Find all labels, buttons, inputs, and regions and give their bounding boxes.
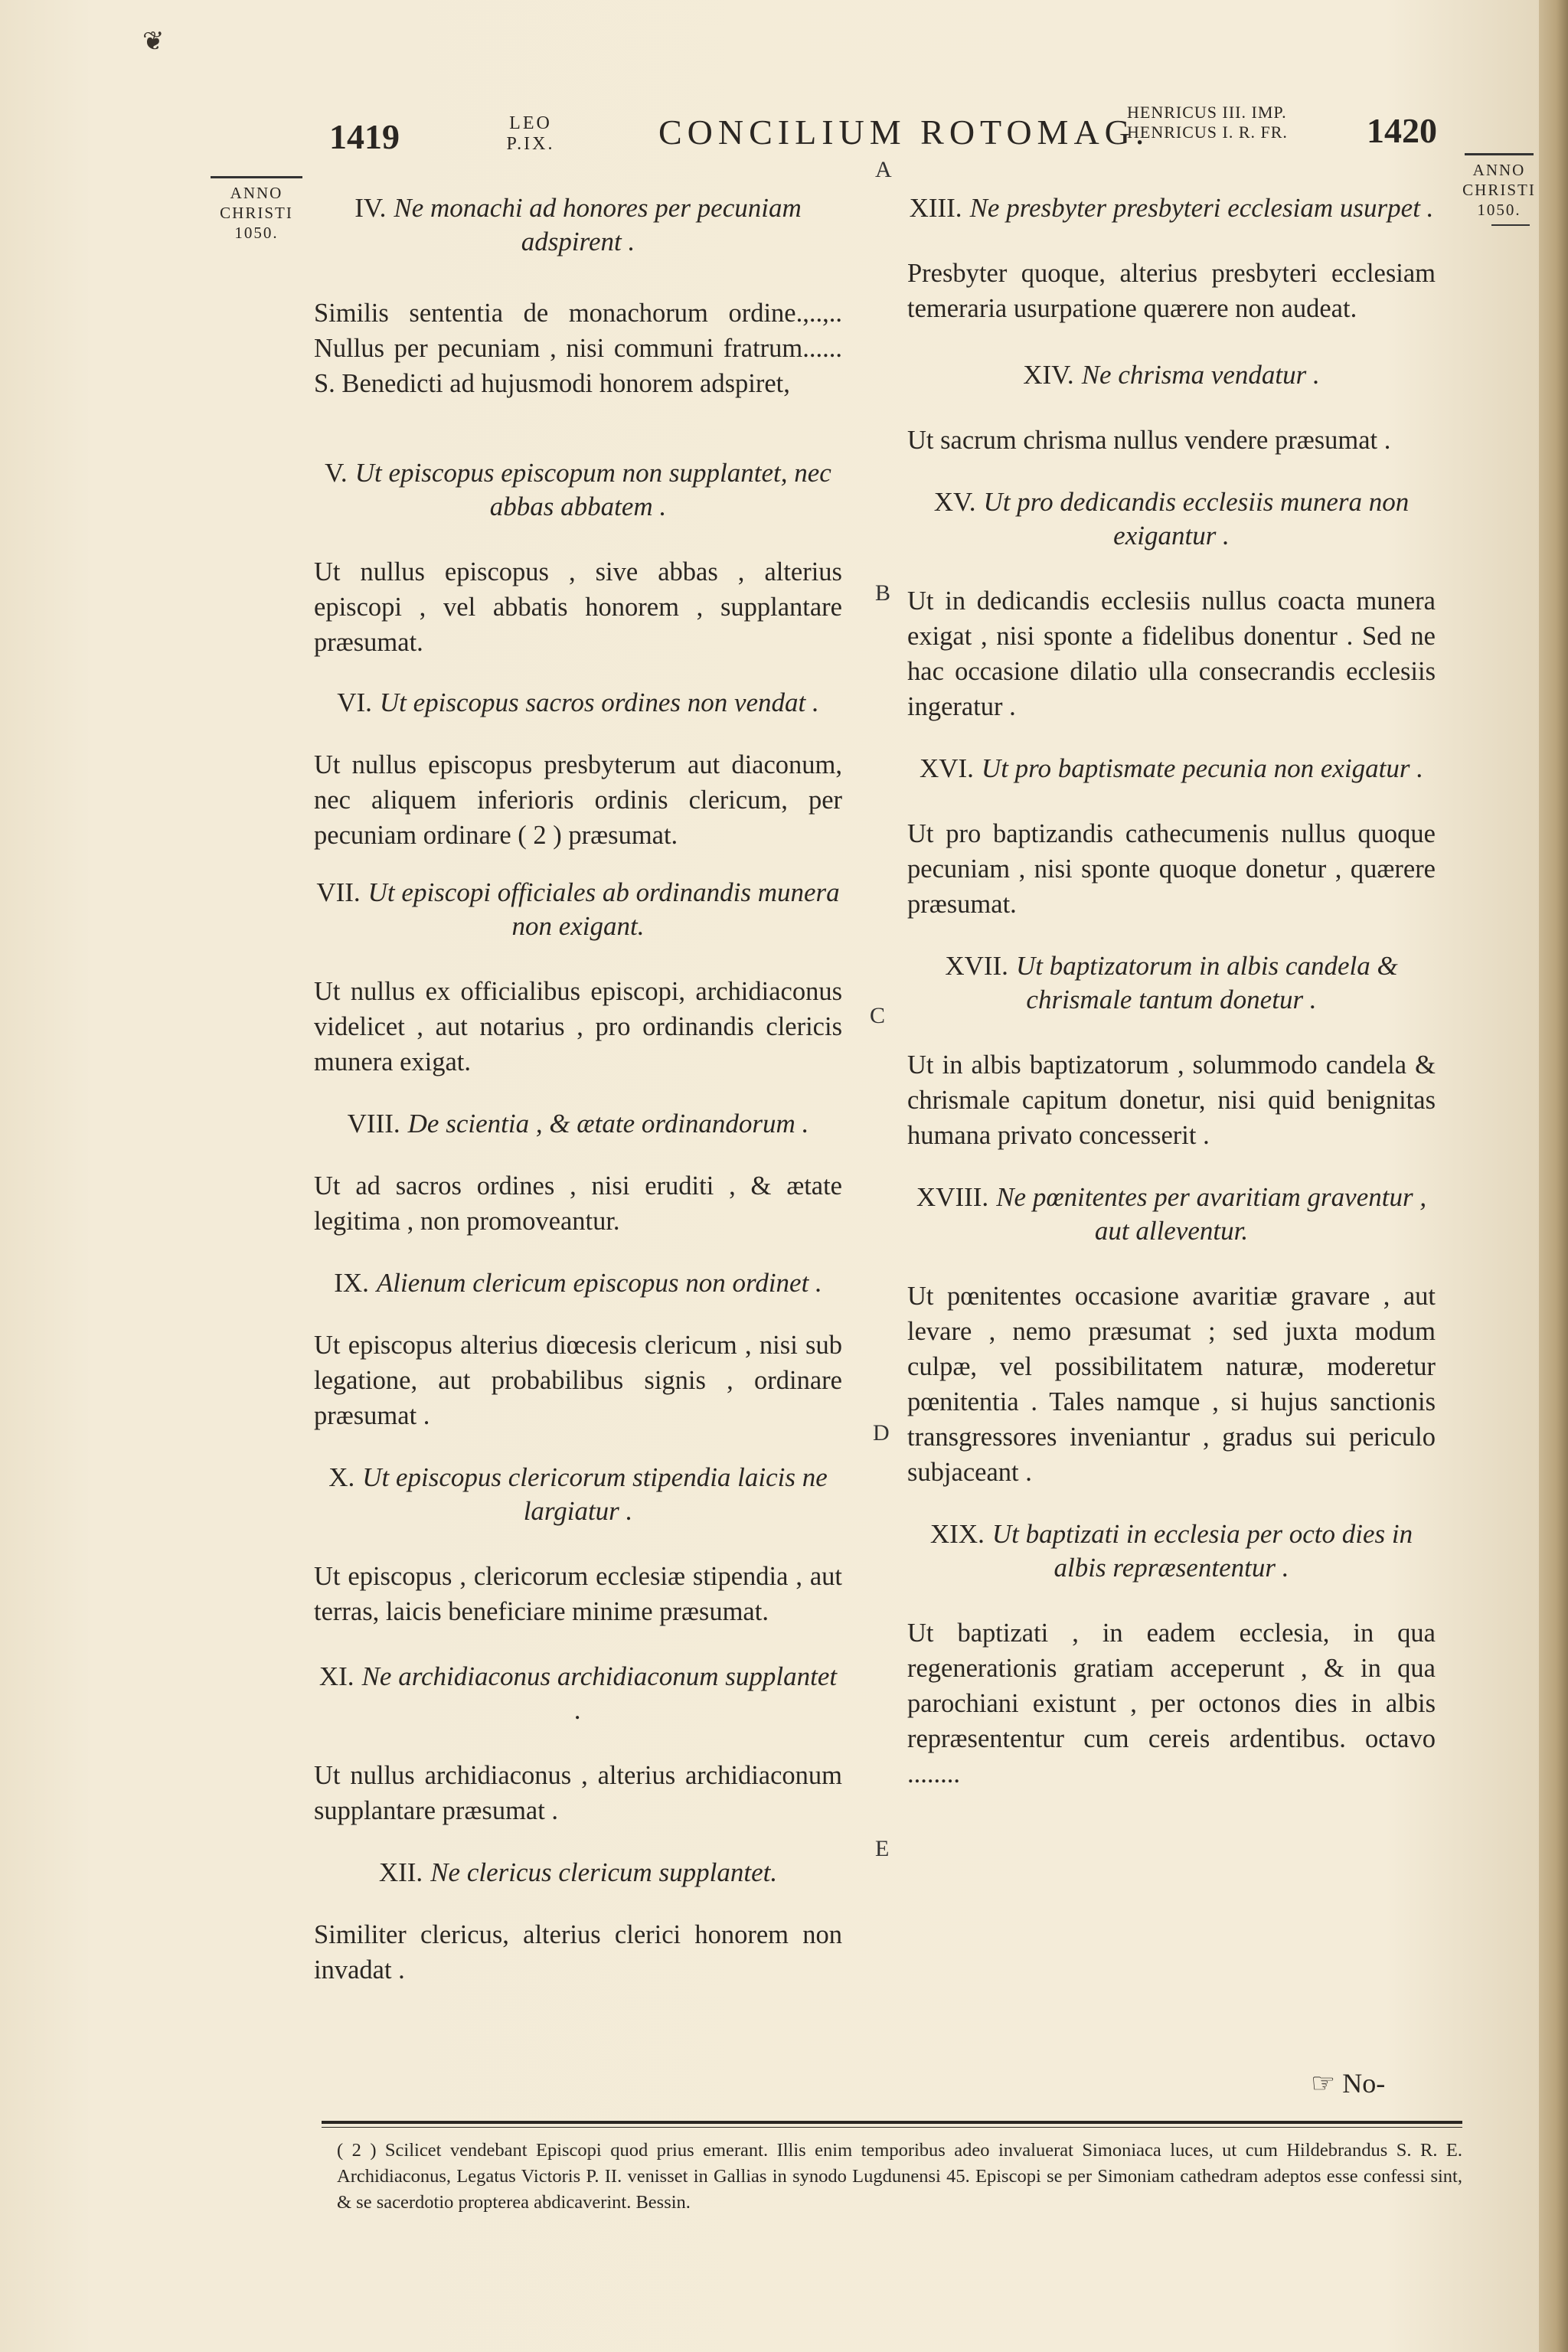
anno-line: CHRISTI — [1462, 181, 1536, 199]
canon-title: De scientia , & ætate ordinandorum . — [407, 1109, 809, 1138]
emperor-label — [1127, 103, 1288, 142]
canon-title: Ut pro dedicandis ecclesiis munera non exigantur . — [983, 487, 1410, 550]
anno-line: 1050. — [1477, 201, 1521, 219]
canon-text: Ut episcopus , clericorum ecclesiæ stipendia , aut terras, laicis beneficiare minime præsumat. — [314, 1562, 842, 1626]
emperor-line-2: HENRICUS I. R. FR. — [1127, 122, 1288, 142]
canon-heading — [314, 1856, 842, 1890]
section-marker-d: D — [873, 1420, 890, 1446]
canon-heading — [907, 191, 1436, 225]
anno-rule — [211, 176, 302, 178]
running-title: CONCILIUM ROTOMAG. — [658, 113, 1150, 152]
footnote: ( 2 ) Scilicet vendebant Episcopi quod prius emerant. Illis enim temporibus adeo invaluerat Simoniaca luces, ut cum Hildebrandus S. R. E. Archidiaconus, Legatus Victoris P. II. venisset in Gallias in synodo Lugdunensi 45. Episcopi se per Simoniam cathedram adeptos esse confessi sint, & se sacerdotio propterea abdicaverint. Bessin. — [337, 2140, 1462, 2213]
canon-title: Ut episcopus episcopum non supplantet, nec abbas abbatem . — [354, 458, 831, 521]
page-number-right: 1420 — [1367, 111, 1437, 150]
canon-title: Ne presbyter presbyteri ecclesiam usurpet . — [969, 193, 1434, 223]
canon-text: Ut nullus episcopus , sive abbas , alterius episcopi , vel abbatis honorem , supplantare præsumat. — [314, 557, 842, 657]
canon-xv — [907, 485, 1436, 724]
canon-text: Ut nullus archidiaconus , alterius archidiaconum supplantare præsumat . — [314, 1761, 842, 1825]
canon-title: Ne pœnitentes per avaritiam graventur , aut alleventur. — [996, 1182, 1427, 1246]
canon-xvi — [907, 752, 1436, 922]
canon-xii — [314, 1856, 842, 1988]
canon-heading — [907, 1517, 1436, 1585]
canon-ix — [314, 1266, 842, 1433]
canon-title: Ut episcopus sacros ordines non vendat . — [379, 688, 819, 717]
canon-text: Ut in albis baptizatorum , solummodo candela & chrismale capitum donetur, nisi quid benignitas humana privato concesserit . — [907, 1050, 1436, 1150]
canon-heading — [314, 686, 842, 720]
canon-text: Ut episcopus alterius diœcesis clericum , nisi sub legatione, aut probabilibus signis , ordinare præsumat . — [314, 1331, 842, 1430]
canon-text: Similiter clericus, alterius clerici honorem non invadat . — [314, 1920, 842, 1984]
emperor-line-1: HENRICUS III. IMP. — [1127, 103, 1287, 122]
ornament-mark: ❦ — [142, 28, 165, 56]
canon-number: XI. — [318, 1661, 354, 1691]
canon-text: Ut ad sacros ordines , nisi eruditi , & ætate legitima , non promoveantur. — [314, 1171, 842, 1236]
footnote-rule — [322, 2121, 1462, 2124]
canon-number: X. — [328, 1462, 355, 1492]
canon-text: Ut nullus episcopus presbyterum aut diaconum, nec aliquem inferioris ordinis clericum, per pecuniam ordinare ( 2 ) præsumat. — [314, 750, 842, 850]
catchword: ☞ No- — [1311, 2068, 1386, 2099]
anno-tick — [1491, 224, 1530, 226]
anno-right — [1461, 153, 1537, 226]
canon-number: XV. — [933, 487, 976, 517]
canon-number: V. — [325, 458, 348, 488]
canon-xiii — [907, 191, 1436, 326]
canon-number: XIV. — [1023, 360, 1074, 390]
anno-line: ANNO — [1472, 161, 1526, 179]
canon-vii — [314, 876, 842, 1080]
canon-number: VIII. — [347, 1109, 400, 1138]
canon-xvii — [907, 949, 1436, 1153]
canon-title: Ut episcopus clericorum stipendia laicis ne largiatur . — [362, 1462, 828, 1526]
canon-heading — [907, 1181, 1436, 1248]
canon-text: Ut pro baptizandis cathecumenis nullus quoque pecuniam , nisi sponte quoque donetur , quærere præsumat. — [907, 819, 1436, 919]
canon-heading — [314, 1107, 842, 1141]
canon-heading — [907, 949, 1436, 1017]
canon-number: XVIII. — [916, 1182, 989, 1212]
canon-number: XIX. — [929, 1519, 985, 1549]
canon-number: XIII. — [909, 193, 962, 223]
canon-heading — [907, 358, 1436, 392]
canon-title: Ne chrisma vendatur . — [1081, 360, 1320, 390]
canon-xiv — [907, 358, 1436, 458]
canon-v — [314, 456, 842, 660]
pope-line-1: LEO — [509, 113, 552, 133]
canon-title: Alienum clericum episcopus non ordinet . — [376, 1268, 822, 1298]
pope-line-2: P.IX. — [506, 134, 555, 154]
page-number-left: 1419 — [329, 117, 400, 156]
canon-text: Ut baptizati , in eadem ecclesia, in qua regenerationis gratiam acceperunt , & in qua parochiani existunt , per octonos dies in albis repræsententur cum cereis ardentibus. octavo ........ — [907, 1619, 1436, 1788]
canon-heading — [314, 1266, 842, 1300]
canon-text: Ut pœnitentes occasione avaritiæ gravare , aut levare , nemo præsumat ; sed juxta modum culpæ, vel possibilitatem naturæ, moderetur pœnitentia . Tales namque , si hujus sanctionis transgressores inveniantur , gradus sui periculo subjaceant . — [907, 1282, 1436, 1487]
left-column — [314, 191, 842, 1988]
anno-line: ANNO — [230, 184, 283, 202]
canon-iv — [314, 191, 842, 398]
anno-rule — [1465, 153, 1534, 155]
canon-title: Ne monachi ad honores per pecuniam adspirent . — [394, 193, 802, 256]
canon-text: Ut in dedicandis ecclesiis nullus coacta munera exigat , nisi sponte a fidelibus donentur . Sed ne hac occasione dilatio ulla consecrandis ecclesiis ingeratur . — [907, 586, 1436, 721]
section-marker-e: E — [875, 1836, 890, 1861]
pope-label — [496, 113, 565, 155]
canon-heading — [314, 456, 842, 524]
canon-number: VI. — [337, 688, 372, 717]
canon-heading — [314, 191, 842, 259]
canon-title: Ut baptizatorum in albis candela & chrismale tantum donetur . — [1015, 951, 1398, 1014]
right-column — [907, 191, 1436, 1792]
anno-left — [207, 176, 306, 243]
canon-text: Ut nullus ex officialibus episcopi, archidiaconus videlicet , aut notarius , pro ordinandis clericis munera exigat. — [314, 977, 842, 1076]
canon-x — [314, 1461, 842, 1629]
canon-number: XVII. — [945, 951, 1008, 981]
canon-title: Ne clericus clericum supplantet. — [430, 1857, 778, 1887]
section-marker-c: C — [870, 1003, 886, 1028]
anno-line: CHRISTI — [220, 204, 293, 222]
page-edge — [1539, 0, 1568, 2352]
canon-number: XVI. — [919, 753, 974, 783]
canon-heading — [314, 1461, 842, 1528]
canon-heading — [314, 1660, 842, 1727]
canon-xix — [907, 1517, 1436, 1792]
canon-title: Ut pro baptismate pecunia non exigatur . — [981, 753, 1424, 783]
section-marker-b: B — [875, 580, 891, 606]
canon-vi — [314, 686, 842, 853]
footnote-rule-thin — [322, 2127, 1462, 2128]
canon-number: IX. — [334, 1268, 369, 1298]
canon-viii — [314, 1107, 842, 1239]
canon-xi — [314, 1660, 842, 1828]
anno-line: 1050. — [234, 224, 279, 242]
canon-title: Ut episcopi officiales ab ordinandis munera non exigant. — [368, 877, 840, 941]
canon-xviii — [907, 1181, 1436, 1490]
canon-title: Ut baptizati in ecclesia per octo dies in albis repræsententur . — [991, 1519, 1413, 1583]
canon-text: Similis sententia de monachorum ordine.,..,.. Nullus per pecuniam , nisi communi fratrum...... S. Benedicti ad hujusmodi honorem adspiret, — [314, 299, 842, 398]
canon-text: Ut sacrum chrisma nullus vendere præsumat . — [907, 426, 1391, 455]
canon-number: XII. — [378, 1857, 423, 1887]
canon-title: Ne archidiaconus archidiaconum supplantet . — [361, 1661, 838, 1725]
canon-heading — [314, 876, 842, 943]
canon-number: VII. — [316, 877, 361, 907]
canon-text: Presbyter quoque, alterius presbyteri ecclesiam temeraria usurpatione quærere non audeat. — [907, 259, 1436, 323]
canon-heading — [907, 485, 1436, 553]
canon-heading — [907, 752, 1436, 786]
section-marker-a: A — [875, 157, 892, 182]
canon-number: IV. — [354, 193, 387, 223]
